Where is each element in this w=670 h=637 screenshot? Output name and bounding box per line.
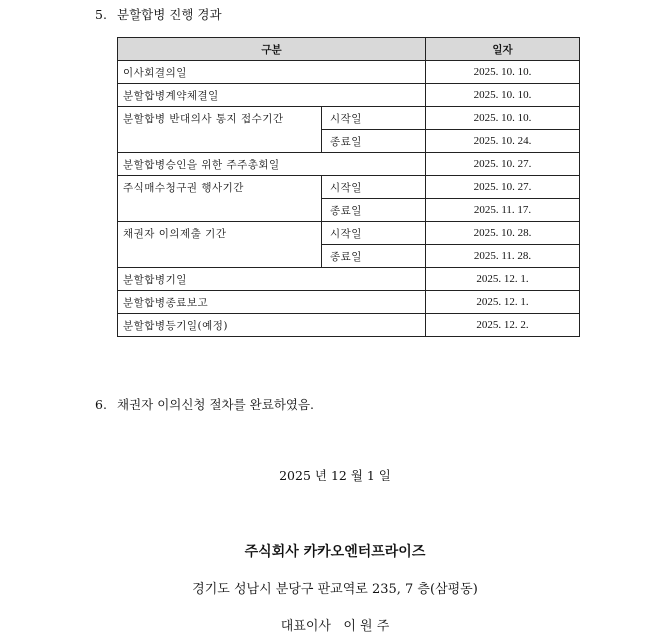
table-row (118, 176, 580, 199)
row-date: 2025. 12. 1. (426, 268, 580, 291)
row-end-date: 2025. 11. 17. (426, 199, 580, 222)
row-date: 2025. 10. 10. (426, 84, 580, 107)
row-date: 2025. 12. 1. (426, 291, 580, 314)
company-name: 주식회사 카카오엔터프라이즈 (244, 544, 426, 560)
row-start-date: 2025. 10. 28. (426, 222, 580, 245)
row-start-label: 시작일 (322, 107, 426, 130)
table-row (118, 268, 580, 291)
row-start-label: 시작일 (322, 222, 426, 245)
table-row (118, 153, 580, 176)
row-item: 이사회결의일 (118, 61, 426, 84)
table-row (118, 84, 580, 107)
table-row (118, 314, 580, 337)
table-row (118, 61, 580, 84)
section-6-heading (95, 395, 314, 413)
section-5-number: 5. (95, 7, 107, 22)
section-6-number: 6. (95, 397, 107, 412)
row-item: 분할합병 반대의사 통지 접수기간 (118, 107, 322, 153)
header-date: 일자 (426, 38, 580, 61)
merger-schedule-table (117, 37, 580, 337)
section-5-heading (95, 5, 222, 23)
row-end-label: 종료일 (322, 130, 426, 153)
row-date: 2025. 12. 2. (426, 314, 580, 337)
row-date: 2025. 10. 10. (426, 61, 580, 84)
row-item: 분할합병계약체결일 (118, 84, 426, 107)
table-row (118, 222, 580, 245)
row-date: 2025. 10. 27. (426, 153, 580, 176)
row-start-date: 2025. 10. 10. (426, 107, 580, 130)
row-start-date: 2025. 10. 27. (426, 176, 580, 199)
row-item: 분할합병승인을 위한 주주총회일 (118, 153, 426, 176)
row-item: 분할합병기일 (118, 268, 426, 291)
ceo-name: 대표이사 이 원 주 (280, 619, 390, 634)
row-start-label: 시작일 (322, 176, 426, 199)
row-item: 분할합병등기일(예정) (118, 314, 426, 337)
row-end-label: 종료일 (322, 245, 426, 268)
header-category: 구분 (118, 38, 426, 61)
table-row (118, 291, 580, 314)
table-row (118, 107, 580, 130)
document-date: 2025 년 12 월 1 일 (279, 468, 391, 483)
row-item: 분할합병종료보고 (118, 291, 426, 314)
row-item: 주식매수청구권 행사기간 (118, 176, 322, 222)
section-6-text: 채권자 이의신청 절차를 완료하였음. (117, 397, 315, 412)
company-address: 경기도 성남시 분당구 판교역로 235, 7 층(삼평동) (192, 582, 478, 597)
row-item: 채권자 이의제출 기간 (118, 222, 322, 268)
row-end-date: 2025. 10. 24. (426, 130, 580, 153)
table-header-row (118, 38, 580, 61)
section-5-title: 분할합병 진행 경과 (117, 7, 222, 22)
row-end-label: 종료일 (322, 199, 426, 222)
row-end-date: 2025. 11. 28. (426, 245, 580, 268)
